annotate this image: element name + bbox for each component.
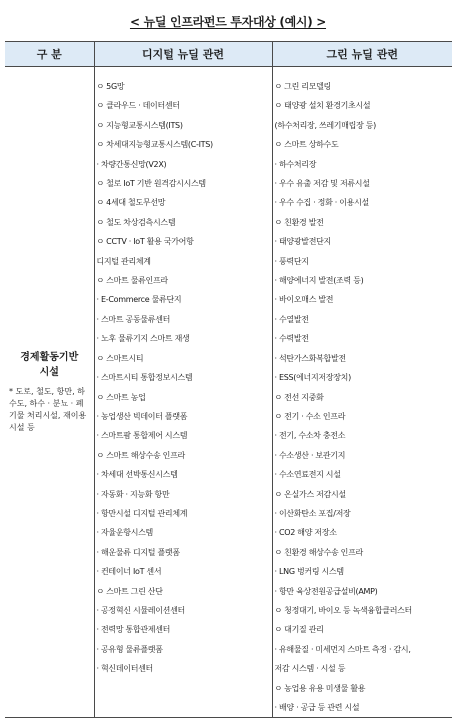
list-item: · 수력발전 xyxy=(274,334,309,344)
list-item: · CO2 해양 저장소 xyxy=(274,528,337,538)
category-note: * 도로, 철도, 항만, 하수도, 하수 · 분뇨 · 폐기물 처리시설, 재이용시설 등 xyxy=(9,387,87,433)
list-item: · 유해물질 · 미세먼지 스마트 측정 · 감시, xyxy=(274,644,411,654)
list-item: ㅇ 스마트시티 xyxy=(96,353,144,363)
list-item: ㅇ 친환경 해상수송 인프라 xyxy=(274,547,363,557)
list-item: · 공유형 물류플랫폼 xyxy=(96,644,163,654)
list-item: 디지털 관리체계 xyxy=(96,256,151,266)
list-item: · 우수 유출 저감 및 저류시설 xyxy=(274,179,370,189)
list-item: ㅇ 스마트 해상수송 인프라 xyxy=(96,450,185,460)
list-item: · 컨테이너 IoT 센서 xyxy=(96,567,162,577)
list-item: · 항만 육상전원공급설비(AMP) xyxy=(274,586,378,596)
list-item: · 우수 수집 · 정화 · 이용시설 xyxy=(274,198,369,208)
list-item: ㅇ 태양광 설치 환경기초시설 xyxy=(274,101,371,111)
header-digital: 디지털 뉴딜 관련 xyxy=(94,42,272,67)
list-item: · 스마트 공동물류센터 xyxy=(96,314,171,324)
list-item: · 해양에너지 발전(조력 등) xyxy=(274,276,364,286)
table-header-row xyxy=(5,42,452,67)
header-category: 구 분 xyxy=(5,42,94,67)
green-cell xyxy=(272,67,452,718)
list-item: ㅇ 온실가스 저감시설 xyxy=(274,489,346,499)
list-item: ㅇ 농업용 유용 미생물 활용 xyxy=(274,683,366,693)
list-item: · 하수처리장 xyxy=(274,159,317,169)
list-item: 저감 시스템 · 시설 등 xyxy=(274,664,346,674)
list-item: · 태양광발전단지 xyxy=(274,237,331,247)
category-title: 경제활동기반 시설 xyxy=(20,352,79,379)
list-item: · 혁신데이터센터 xyxy=(96,664,153,674)
page-title: < 뉴딜 인프라펀드 투자대상 (예시) > xyxy=(129,15,327,29)
list-item: ㅇ 철도 차상검측시스템 xyxy=(96,217,176,227)
digital-list xyxy=(95,67,272,679)
green-list xyxy=(273,67,453,717)
list-item: · 전기, 수소차 충전소 xyxy=(274,431,346,441)
list-item: · 해운물류 디지털 플랫폼 xyxy=(96,547,180,557)
list-item: ㅇ 차세대지능형교통시스템(C-ITS) xyxy=(96,140,213,150)
list-item: ㅇ 4세대 철도무선망 xyxy=(96,198,166,208)
list-item: ㅇ 5G망 xyxy=(96,82,125,91)
list-item: ㅇ 철로 IoT 기반 원격감시시스템 xyxy=(96,179,206,189)
list-item: ㅇ 클라우드 · 데이터센터 xyxy=(96,101,180,111)
list-item: · 공정혁신 시뮬레이션센터 xyxy=(96,605,185,615)
list-item: · 수소연료전지 시설 xyxy=(274,470,341,480)
list-item: · 자율운항시스템 xyxy=(96,528,153,538)
digital-cell xyxy=(94,67,272,718)
list-item: ㅇ 스마트 물류인프라 xyxy=(96,276,168,286)
investment-table xyxy=(5,41,452,718)
header-green: 그린 뉴딜 관련 xyxy=(272,42,452,67)
list-item: · 스마트시티 통합정보시스템 xyxy=(96,373,193,383)
list-item: · 이산화탄소 포집/저장 xyxy=(274,508,351,518)
list-item: ㅇ 대기질 관리 xyxy=(274,625,324,635)
list-item: · 차세대 선박통신시스템 xyxy=(96,470,178,480)
list-item: ㅇ 지능형교통시스템(ITS) xyxy=(96,120,183,130)
list-item: · 농업생산 빅데이터 플랫폼 xyxy=(96,411,188,421)
list-item: ㅇ CCTV · IoT 활용 국가어항 xyxy=(96,237,194,247)
list-item: ㅇ 스마트 그린 산단 xyxy=(96,586,163,596)
list-item: · 스마트팜 통합제어 시스템 xyxy=(96,431,188,441)
category-cell xyxy=(5,67,94,718)
list-item: · 차량간통신망(V2X) xyxy=(96,159,167,169)
list-item: · 자동화 · 지능화 항만 xyxy=(96,489,170,499)
list-item: ㅇ 스마트 상하수도 xyxy=(274,140,339,150)
list-item: · 전력망 통합관제센터 xyxy=(96,625,171,635)
list-item: · ESS(에너지저장장치) xyxy=(274,373,351,383)
list-item: · 석탄가스화복합발전 xyxy=(274,353,346,363)
list-item: ㅇ 전기 · 수소 인프라 xyxy=(274,411,346,421)
list-item: · LNG 벙커링 시스템 xyxy=(274,567,344,577)
table-row xyxy=(5,67,452,718)
list-item: · 수소생산 · 보관기지 xyxy=(274,450,346,460)
list-item: ㅇ 청정대기, 바이오 등 녹색융합클러스터 xyxy=(274,605,412,615)
list-item: ㅇ 스마트 농업 xyxy=(96,392,146,402)
list-item: ㅇ 그린 리모델링 xyxy=(274,82,331,91)
list-item: · 노후 물류기지 스마트 재생 xyxy=(96,334,190,344)
list-item: · 항만시설 디지털 관리체계 xyxy=(96,508,188,518)
list-item: · 수열발전 xyxy=(274,314,309,324)
list-item: (하수처리장, 쓰레기매립장 등) xyxy=(274,120,377,130)
list-item: · E-Commerce 물류단지 xyxy=(96,295,182,305)
list-item: · 바이오매스 발전 xyxy=(274,295,334,305)
list-item: · 풍력단지 xyxy=(274,256,309,266)
list-item: · 배양 · 공급 등 관련 시설 xyxy=(274,703,360,712)
list-item: ㅇ 전선 지중화 xyxy=(274,392,324,402)
list-item: ㅇ 친환경 발전 xyxy=(274,217,324,227)
